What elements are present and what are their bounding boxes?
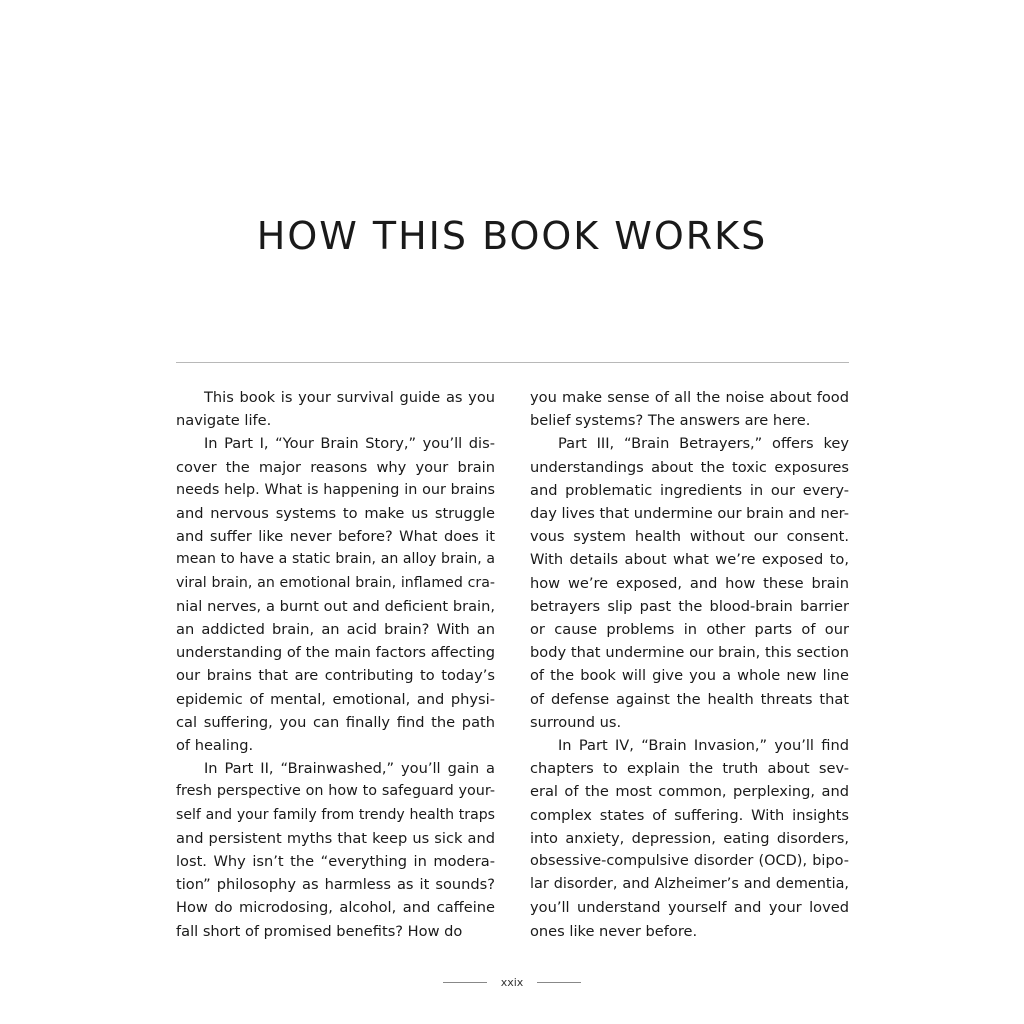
paragraph xyxy=(176,757,495,943)
text-line: In Part IV, “Brain Invasion,” you’ll find xyxy=(558,737,849,755)
text-line: surround us. xyxy=(530,713,622,731)
left-column xyxy=(176,386,495,943)
text-line: How do microdosing, alcohol, and caffeine xyxy=(176,899,495,917)
text-line: viral brain, an emotional brain, inflamed cra- xyxy=(176,574,495,591)
right-column xyxy=(530,386,849,943)
paragraph xyxy=(530,734,849,943)
text-line: In Part II, “Brainwashed,” you’ll gain a xyxy=(204,760,495,778)
page-number: xxix xyxy=(500,975,524,989)
text-line: our brains that are contributing to today’s xyxy=(176,667,495,685)
text-line: obsessive-compulsive disorder (OCD), bipo- xyxy=(530,853,849,870)
title-divider xyxy=(176,362,849,363)
footer-rule-right xyxy=(537,982,581,983)
paragraph xyxy=(176,386,495,432)
text-line: cal suffering, you can finally find the path xyxy=(176,713,495,731)
text-line: needs help. What is happening in our brains xyxy=(176,481,495,498)
text-line: cover the major reasons why your brain xyxy=(176,458,495,476)
paragraph xyxy=(530,386,849,432)
text-line: In Part I, “Your Brain Story,” you’ll dis- xyxy=(204,435,495,453)
text-line: nial nerves, a burnt out and deficient brain, xyxy=(176,597,495,615)
text-line: epidemic of mental, emotional, and physi- xyxy=(176,690,495,708)
text-line: With details about what we’re exposed to, xyxy=(530,551,849,569)
text-line: into anxiety, depression, eating disorders, xyxy=(530,829,849,847)
text-line: understanding of the main factors affecting xyxy=(176,644,495,662)
paragraph xyxy=(530,432,849,734)
text-line: vous system health without our consent. xyxy=(530,528,849,546)
text-line: you make sense of all the noise about food xyxy=(530,389,849,406)
page-footer xyxy=(0,972,1024,992)
text-line: self and your family from trendy health traps xyxy=(176,806,495,823)
text-line: fresh perspective on how to safeguard your- xyxy=(176,783,495,800)
text-line: eral of the most common, perplexing, and xyxy=(530,783,849,801)
text-line: lost. Why isn’t the “everything in modera- xyxy=(176,853,495,871)
text-line: Part III, “Brain Betrayers,” offers key xyxy=(558,435,849,453)
text-line: belief systems? The answers are here. xyxy=(530,412,811,430)
text-line: This book is your survival guide as you xyxy=(204,389,495,406)
text-line: and persistent myths that keep us sick and xyxy=(176,829,495,847)
text-line: tion” philosophy as harmless as it sounds? xyxy=(176,876,495,894)
text-line: mean to have a static brain, an alloy brain, a xyxy=(176,551,495,568)
text-line: and nervous systems to make us struggle xyxy=(176,505,495,523)
text-line: chapters to explain the truth about sev- xyxy=(530,760,849,778)
text-line: of defense against the health threats that xyxy=(530,690,849,708)
text-line: you’ll understand yourself and your loved xyxy=(530,899,849,917)
text-line: lar disorder, and Alzheimer’s and dementia, xyxy=(530,876,849,893)
footer-rule-left xyxy=(443,982,487,983)
text-line: complex states of suffering. With insights xyxy=(530,806,849,824)
text-line: how we’re exposed, and how these brain xyxy=(530,574,849,592)
text-line: and suffer like never before? What does it xyxy=(176,528,495,546)
text-line: of healing. xyxy=(176,737,254,755)
paragraph xyxy=(176,432,495,757)
chapter-title: HOW THIS BOOK WORKS xyxy=(256,214,768,258)
text-line: understandings about the toxic exposures xyxy=(530,458,849,476)
text-line: ones like never before. xyxy=(530,922,698,940)
text-line: and problematic ingredients in our every- xyxy=(530,481,849,499)
text-line: or cause problems in other parts of our xyxy=(530,621,849,639)
text-line: navigate life. xyxy=(176,412,272,430)
text-line: day lives that undermine our brain and ner- xyxy=(530,505,849,523)
text-line: an addicted brain, an acid brain? With an xyxy=(176,621,495,639)
text-line: body that undermine our brain, this section xyxy=(530,644,849,662)
text-line: betrayers slip past the blood-brain barrier xyxy=(530,597,849,615)
text-line: of the book will give you a whole new line xyxy=(530,667,849,685)
text-line: fall short of promised benefits? How do xyxy=(176,922,463,940)
